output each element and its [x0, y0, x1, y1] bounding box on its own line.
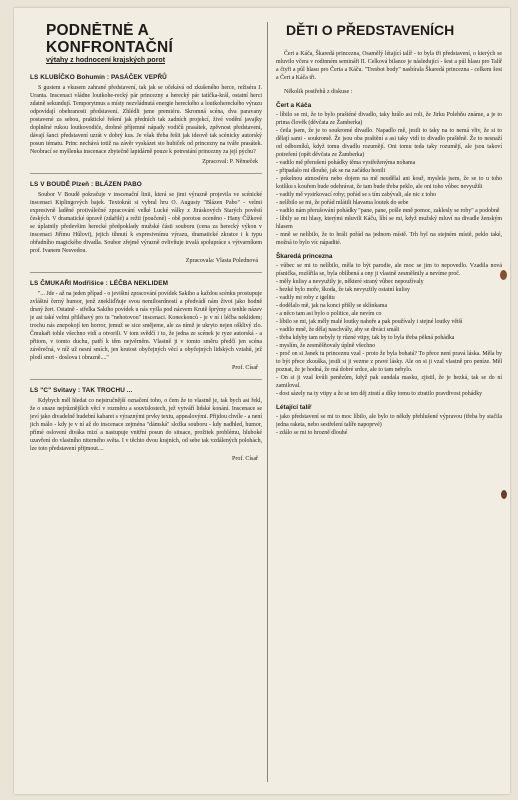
article-title: PODNĚTNÉ A KONFRONTAČNÍ	[46, 22, 173, 56]
comment-item: - měly kulisy a nevyužily je, některé straný vůbec nepoužívaly	[276, 279, 424, 285]
comment-item: - třeba kdyby tam nebyly ty různé vtipy, tak by to byla třeba pěkná pohádka	[276, 335, 455, 341]
review-section-2	[30, 181, 262, 265]
section-heading: LS KLUBÍČKO Bohumín : PASÁČEK VEPŘŮ	[30, 74, 167, 81]
comment-item: - vadilo nám přerušování pohádky "pane, pane, pošle mně pomoc, zaklesly se roby" a podobně	[276, 208, 500, 214]
section-signature: Zpracovala: Vlasta Polednová	[185, 258, 258, 264]
section-divider	[30, 379, 262, 380]
section-heading: LS V BOUDĚ Plzeň : BLÁZEN PABO	[30, 181, 142, 188]
comment-item: - připadalo mi dlouhé, jak se na začátku honili	[276, 168, 386, 174]
group-letajici-talir	[276, 404, 502, 437]
group-heading: Čert a Káča	[276, 102, 312, 109]
group-heading: Škaredá princezna	[276, 253, 333, 260]
comment-item: - dost sázely na ty vtipy a že se ten děj ztratí a díky tomu to ztratilo pravdivost pohádky	[276, 391, 483, 397]
children-article-title: DĚTI O PŘEDSTAVENÍCH	[286, 22, 455, 38]
comment-item: - vadily mi roby z igelitu	[276, 295, 335, 301]
comment-item: - vadilo mě přerušení pohádky těma vystřeženýma nohama	[276, 160, 416, 166]
comment-item: - líbilo se mi, jak měly malé loutky nahoře a pak používaly i stejné loutky větší	[276, 319, 463, 325]
group-cert-a-kaca	[276, 102, 502, 247]
section-text: S gustem a vkusem zahrané představení, tak jak se očekává od zkušeného herce, režiséra J. Uranta. Inscenaci vládne loutkohe-recký pár princezny a herecký pár tatíčka-král, ostatní herci zdatně sekundují. Temporytmus a místy nezvládnutá energie hereckého a loutkohereckého výrazu odpovídají obehranosti představení. Zhlédli jsme premiéru. Skromná scéna, dva paravany postavené za sebou, praktické řešení jak předních tak zadních projekcí, živé vodění javajky doplněné rukou loutkovodiče, drobné příjemné nápady vodičů prasátek, zpěvnost představení, dávají šanci představení uzrát v dobrý kus. Je však třeba řešit jak ideově tak scénicky autorský posun tématu. Princ nechává totiž na závěr vyskázet sto hubiček od princezny na tváře prasátek. Neobrací se myšlenka inscenace zbytečně lapidárně pouze k potrestání princezny za její pýchu?	[30, 85, 262, 155]
section-divider	[30, 173, 262, 174]
column-divider	[267, 22, 268, 782]
section-heading: LS "C" Svitavy : TAK TROCHU ...	[30, 387, 133, 394]
comment-item: - líbilo se mi, že to bylo prašténé divadlo, taky hrálo asi roli, že Jirku Polehňu známe, a je to prima člověk (děvčata ze Žamberka)	[276, 112, 502, 126]
comment-item: - vadilo mně, že dělaj naschvály, aby se diváci smáli	[276, 327, 400, 333]
section-divider	[30, 272, 262, 273]
comment-item: - a něco tam asi bylo o politice, ale nevím co	[276, 311, 382, 317]
comment-item: - nelíbilo se mi, že pořád mlátili hlavama loutek do sebe	[276, 200, 409, 206]
comment-item: - myslím, že zesměšňovaly úplně všechno	[276, 343, 376, 349]
comment-item: - pekelnou atmosféru nebo dojem na mě neudělal ani kouř, myslela jsem, že se to u toho kotlíku s kouřem bude odehrávat, že tam bude třeba peklo, ale oni toho vůbec nevyužili	[276, 176, 502, 190]
comment-item: - On si ji vzal kvůli penězům, když pak sundala masku, zjistil, že je hezká, tak se do ní zamiloval.	[276, 375, 502, 389]
section-text: Kdybych měl hledat co nejstručnější označení toho, o čem že to vlastně je, tak bych asi řekl, že o snaze nejrůznějších věcí v rozměru a souvislostech, jež vytváří lidské konání. Inscenace se jeví jako divadelně hudební kabaret s výraznými prvky textu, appealovými. Přijdou chvíle - a není jich málo - kdy je v ní až do inscenace zejména "dámská" složka souboru - kdy nadhled, humor, přímé oslovení diváka mizí a nastupuje vnitřní posun do situace, prožitek problému, hluboké uzavření do vlastního niterného světa. I v těchto dvou krajních, od sebe tak vzdálených polohách, lze toto představení přijmout....	[30, 398, 262, 452]
review-section-3	[30, 280, 262, 372]
comment-item: - líbily se mi hlasy, kterými mluvili Káču, líbí se mi, když mužský mluví na divadle ženským hlasem	[276, 216, 502, 230]
intro-text: Čert a Káča, Škaredá princezna, Osamělý létající talíř - to byla tři představení, o kterých se mluvilo včera v rodinném semináři II. Celková bilance je následující - šest a půl hlasu pro Talíř a čtyři a půl hlasu pro Čerta a Káču. "Tresbot body" nasbírala Škaredá princezna - celkem šest a Čert a Káča tři.	[276, 51, 502, 81]
group-skareda-princezna	[276, 253, 502, 398]
comment-item: - vadily mě vystrkovací roby; pořád se s tím zabývali, ale nic z toho	[276, 192, 436, 198]
comment-item: - proč on si Janek tu princeznu vzal - proto že byla bohatá? To přece není pravá láska. Měla by to být přece zkouška, jestli si ji vezme z pravé lásky. Ale on si ji vzal vlastně pro peníze. Měl poznat, že je hodná, že má dobré srdce, ale to tam nebylo.	[276, 351, 502, 373]
review-section-1	[30, 74, 262, 166]
comment-item: - četla jsem, že je to soukromé divadlo. Napadlo mě, jestli to taky na to nemá vliv, že si to dělají sami - soukromě. Že jsou oba praštění a asi taky vidí to divadlo praštěně. Že to nesnaží od odborníků, když tomu divadlu rozumějí. Oni tomu teda taky rozumějí, ale jsou takoví potrefení (opět děvčata ze Žamberka)	[276, 128, 502, 158]
comment-item: - zdálo se mi to hrozně dlouhé	[276, 430, 348, 436]
discussion-subheading: Několik postřehů z diskuse :	[284, 89, 353, 95]
group-heading: Létající talíř	[276, 404, 312, 411]
comment-item: - hezké bylo moře, škoda, že tak nevyužily ostatní kulisy	[276, 287, 410, 293]
magazine-page	[14, 8, 510, 794]
section-signature: Prof. Císař	[232, 365, 258, 371]
paper-hole-mark	[500, 270, 507, 280]
comment-item: - mně se nelíbilo, že to hráli pořád na jednom místě. Trh byl na stejném místě, peklo také, možná to bylo víc nápadité.	[276, 232, 502, 246]
section-signature: Prof. Císař	[232, 456, 258, 462]
section-text: Soubor V Boudě pokračuje v inscenační linii, která se jimi výrazně projevila ve scénické inscenaci Kiplingových bajek. Textokrát si vybral hru O. Augusty "Blázen Pabo" - velmi expresivně laděné protiválečné zpracování velké Lucké války z Jiráskových Starých pověstí českých. V dramatické úpravě (zdařilé) a režii (poučené) - obě porotou oceněno - Hany Čížkové se úplatnily předevšim herecké předpoklady mužské části souboru (cena za herecký výkon v inscenaci Jiřímu Hůlovi), jejich tíhnutí k expresivnímu výrazu, dramatické zkratce i k typu obřadního magického divadla. Soubor zřejmě výrazně ovlivňuje trvalá spolupráce s výtvarníkem prof. Ivanem Nesvedou.	[30, 192, 262, 254]
article-subtitle: výtahy z hodnocení krajských porot	[46, 57, 166, 64]
comment-item: - dodělalo mě, jak na konci přišly se sklínkama	[276, 303, 388, 309]
comment-item: - jako představení se mi to moc líbilo, ale bylo to někdy přehlušené výpravou (třeba by stačila jedna raketa, nebo sestřelení talíře napoprvé)	[276, 414, 502, 428]
left-column	[30, 22, 262, 790]
paper-hole-mark	[501, 490, 507, 499]
comment-item: - vůbec se mi to nelíbilo, měla to být parodie, ale moc se jim to nepovedlo. Vzadila nová písnička, rozšířila se, byla oblíbená a ony ji vlastně zesměšnily a nevíme proč.	[276, 263, 502, 277]
section-text: "... Jde - až na jeden případ - o jevištní zpracování povídek Sakiho a každou scénku prostupuje zvláštní černý humor, jenž znekliďňuje svou nemilosrdností a předvádí nám život jako hodně drsný žert. Ostatně - střelka Sakiho povídek u nás vyšla pod názvem Krutě šprýmy a tenhle název je asi také velmi přiléhavý pro tu "nehotovou" inscenaci. Koneckonců - je v ní i léčba neklidem; trochu nás znepokojí ten horror, jemuž se sice smějeme, ale za nímž je ukryto nejen ošklivý zlo. Čmukaři tohle všechno vidí a otvorili. V tom svědčí i to, že jedna ze scének je ryze autorská - a přitom, v tomto duchu, patří k těm nejvěrněm. Vlastně ji v tomto směru předčí jen scéna závěrečná, v níž už nesní smích, jen krutost obyčejných věcí a obyčejných lidských vztahů, jež plodí smrt - doslova i obrazně...."	[30, 291, 262, 361]
section-signature: Zpracoval: P. Němeček	[202, 159, 258, 165]
section-heading: LS ČMUKAŘI Modřišice : LÉČBA NEKLIDEM	[30, 280, 169, 287]
right-column	[276, 22, 502, 790]
review-section-4	[30, 387, 262, 463]
